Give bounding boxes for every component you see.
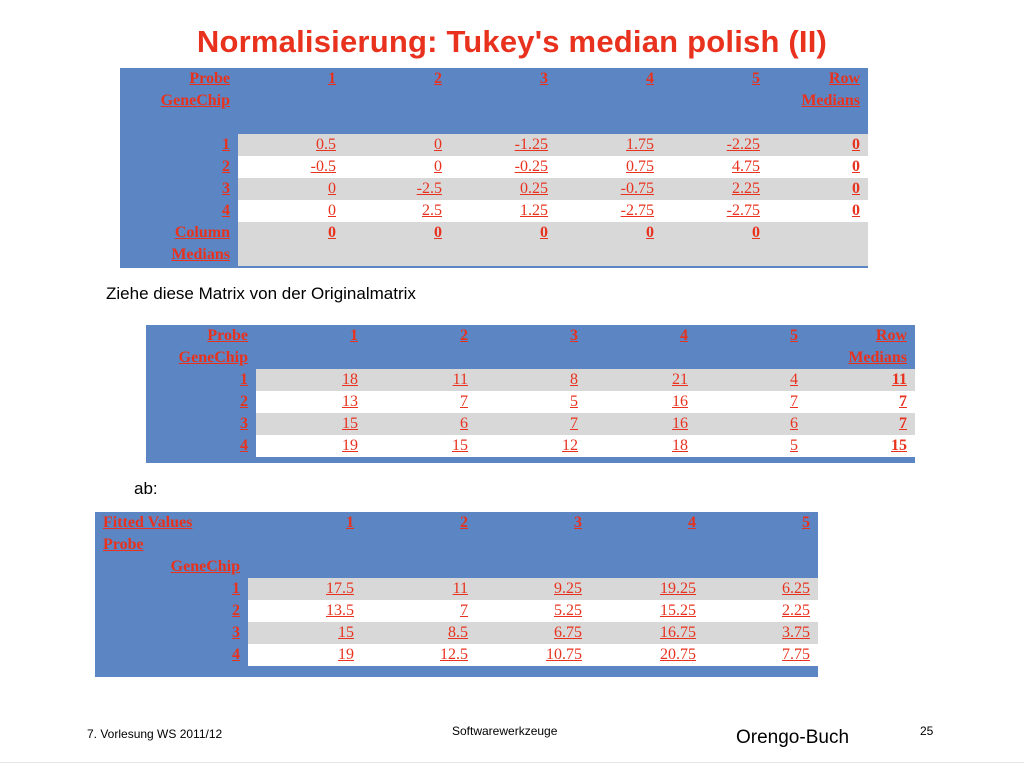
table-cell[interactable]: -0.25 (450, 156, 556, 178)
table-row (146, 435, 915, 457)
original-matrix-table (146, 325, 915, 463)
header-cell[interactable]: Probe (189, 70, 230, 87)
header-cell[interactable]: 2 (460, 327, 468, 344)
header-cell[interactable]: Row (828, 70, 860, 87)
table-cell[interactable]: 19.25 (590, 578, 704, 600)
table-cell[interactable]: 7 (362, 600, 476, 622)
column-medians-label[interactable]: Medians (171, 246, 230, 263)
row-label[interactable]: 4 (240, 437, 248, 454)
header-cell[interactable]: 3 (570, 327, 578, 344)
row-median-cell[interactable]: 0 (768, 156, 868, 178)
header-cell[interactable]: 5 (802, 514, 810, 531)
header-cell[interactable]: GeneChip (170, 558, 240, 575)
header-cell[interactable]: Probe (207, 327, 248, 344)
table-cell[interactable]: 15 (256, 413, 366, 435)
table-cell[interactable]: 3.75 (704, 622, 818, 644)
table-cell[interactable]: 6 (696, 413, 806, 435)
header-cell[interactable]: 5 (790, 327, 798, 344)
table-cell[interactable]: 9.25 (476, 578, 590, 600)
source-note: Orengo-Buch (736, 727, 850, 748)
residual-matrix-table (120, 68, 868, 268)
table-cell[interactable]: 18 (586, 435, 696, 457)
table-cell[interactable]: 8.5 (362, 622, 476, 644)
fitted-values-table (95, 512, 818, 677)
table-cell[interactable]: 13.5 (248, 600, 362, 622)
table-cell[interactable]: 0 (344, 156, 450, 178)
header-cell[interactable]: 4 (680, 327, 688, 344)
table-cell[interactable]: 0 (344, 134, 450, 156)
table-row (95, 622, 818, 644)
header-cell[interactable]: 5 (752, 70, 760, 87)
header-cell[interactable]: 2 (434, 70, 442, 87)
table-cell[interactable]: 7.75 (704, 644, 818, 666)
row-median-cell[interactable]: 7 (806, 391, 915, 413)
table-row (95, 578, 818, 600)
footer-lecture: 7. Vorlesung WS 2011/12 (87, 727, 223, 741)
table-cell[interactable]: 16 (586, 413, 696, 435)
row-label[interactable]: 2 (240, 393, 248, 410)
table-cell[interactable]: -2.75 (662, 200, 768, 222)
table-header-row (95, 556, 818, 578)
row-median-cell[interactable]: 15 (806, 435, 915, 457)
table-cell[interactable]: -2.5 (344, 178, 450, 200)
table-cell[interactable]: 5 (476, 391, 586, 413)
table-row (95, 600, 818, 622)
row-label[interactable]: 3 (222, 180, 230, 197)
table-header-row (95, 512, 818, 534)
table-cell[interactable]: 4 (696, 369, 806, 391)
table-row (146, 413, 915, 435)
row-label[interactable]: 3 (232, 624, 240, 641)
caption-subtract: Ziehe diese Matrix von der Originalmatrix (106, 284, 416, 303)
column-median-cell[interactable]: 0 (662, 222, 768, 244)
row-label[interactable]: 1 (240, 371, 248, 388)
table-cell[interactable]: 0.5 (238, 134, 344, 156)
column-median-cell[interactable]: 0 (556, 222, 662, 244)
row-median-cell[interactable]: 11 (806, 369, 915, 391)
row-label[interactable]: 4 (222, 202, 230, 219)
column-median-cell[interactable]: 0 (450, 222, 556, 244)
header-cell[interactable]: 2 (460, 514, 468, 531)
table-cell[interactable]: 21 (586, 369, 696, 391)
table-cell[interactable]: 19 (256, 435, 366, 457)
table-cell[interactable]: -0.75 (556, 178, 662, 200)
table-cell[interactable]: 15 (366, 435, 476, 457)
header-cell[interactable]: Row (875, 327, 907, 344)
row-label[interactable]: 3 (240, 415, 248, 432)
header-cell[interactable]: 3 (574, 514, 582, 531)
table-row (146, 369, 915, 391)
table-cell[interactable]: 6 (366, 413, 476, 435)
column-median-cell[interactable]: 0 (238, 222, 344, 244)
table-cell[interactable]: 7 (476, 413, 586, 435)
table-cell[interactable]: 2.25 (704, 600, 818, 622)
table-cell[interactable]: -0.5 (238, 156, 344, 178)
table-cell[interactable]: 5 (696, 435, 806, 457)
table-cell[interactable]: 6.75 (476, 622, 590, 644)
table-cell[interactable]: 17.5 (248, 578, 362, 600)
table-cell[interactable]: 2.25 (662, 178, 768, 200)
table-cell[interactable]: 5.25 (476, 600, 590, 622)
row-median-cell[interactable]: 0 (768, 178, 868, 200)
header-cell[interactable]: 4 (688, 514, 696, 531)
row-label[interactable]: 2 (232, 602, 240, 619)
table-header-row (120, 90, 868, 112)
table-header-row (146, 347, 915, 369)
table-row (146, 391, 915, 413)
header-cell[interactable]: GeneChip (178, 349, 248, 366)
table-cell[interactable]: 20.75 (590, 644, 704, 666)
column-median-cell[interactable]: 0 (344, 222, 450, 244)
table-cell[interactable]: 18 (256, 369, 366, 391)
header-cell[interactable]: GeneChip (160, 92, 230, 109)
table-cell[interactable]: 16 (586, 391, 696, 413)
header-cell[interactable]: 1 (350, 327, 358, 344)
footer-course: Softwarewerkzeuge (452, 724, 558, 738)
table-cell[interactable]: 0 (238, 200, 344, 222)
table-cell[interactable]: 13 (256, 391, 366, 413)
row-median-cell[interactable]: 0 (768, 134, 868, 156)
table-cell[interactable]: 15.25 (590, 600, 704, 622)
row-label[interactable]: 1 (232, 580, 240, 597)
table-cell[interactable]: 16.75 (590, 622, 704, 644)
header-cell[interactable]: Fitted Values (103, 514, 193, 531)
table-cell[interactable]: 0.75 (556, 156, 662, 178)
slide-title: Normalisierung: Tukey's median polish (II) (196, 24, 828, 59)
table-cell[interactable]: 15 (248, 622, 362, 644)
table-cell[interactable]: 8 (476, 369, 586, 391)
table-cell[interactable]: 10.75 (476, 644, 590, 666)
table-cell[interactable]: 2.5 (344, 200, 450, 222)
table-row (120, 134, 868, 156)
row-label[interactable]: 2 (222, 158, 230, 175)
table-cell[interactable]: 11 (362, 578, 476, 600)
table-row (120, 156, 868, 178)
header-cell[interactable]: 1 (328, 70, 336, 87)
row-median-cell[interactable]: 7 (806, 413, 915, 435)
table-cell[interactable]: -2.75 (556, 200, 662, 222)
column-medians-row (120, 222, 868, 244)
row-label[interactable]: 1 (222, 136, 230, 153)
table-cell[interactable]: 1.75 (556, 134, 662, 156)
table-cell[interactable]: 11 (366, 369, 476, 391)
table-cell[interactable]: 12.5 (362, 644, 476, 666)
table-cell[interactable]: 0 (238, 178, 344, 200)
table-header-row (120, 68, 868, 90)
header-cell[interactable]: 1 (346, 514, 354, 531)
header-cell[interactable]: Medians (848, 349, 907, 366)
table-header-row (95, 534, 818, 556)
header-cell[interactable]: 3 (540, 70, 548, 87)
header-cell[interactable]: Medians (801, 92, 860, 109)
caption-ab: ab: (134, 479, 158, 498)
table-cell[interactable]: 7 (366, 391, 476, 413)
page-number: 25 (920, 724, 934, 738)
table-cell[interactable]: 4.75 (662, 156, 768, 178)
table-row (120, 178, 868, 200)
bottom-divider (0, 762, 1024, 763)
table-cell[interactable]: 1.25 (450, 200, 556, 222)
table-header-row (146, 325, 915, 347)
table-cell[interactable]: -2.25 (662, 134, 768, 156)
header-cell[interactable]: Probe (103, 536, 144, 553)
table-cell[interactable]: 19 (248, 644, 362, 666)
column-medians-label[interactable]: Column (174, 224, 230, 241)
table-row (120, 200, 868, 222)
table-cell[interactable]: 0.25 (450, 178, 556, 200)
table-cell[interactable]: 12 (476, 435, 586, 457)
header-cell[interactable]: 4 (646, 70, 654, 87)
table-cell[interactable]: -1.25 (450, 134, 556, 156)
table-cell[interactable]: 7 (696, 391, 806, 413)
table-cell[interactable]: 6.25 (704, 578, 818, 600)
row-label[interactable]: 4 (232, 646, 240, 663)
row-median-cell[interactable]: 0 (768, 200, 868, 222)
table-row (95, 644, 818, 666)
